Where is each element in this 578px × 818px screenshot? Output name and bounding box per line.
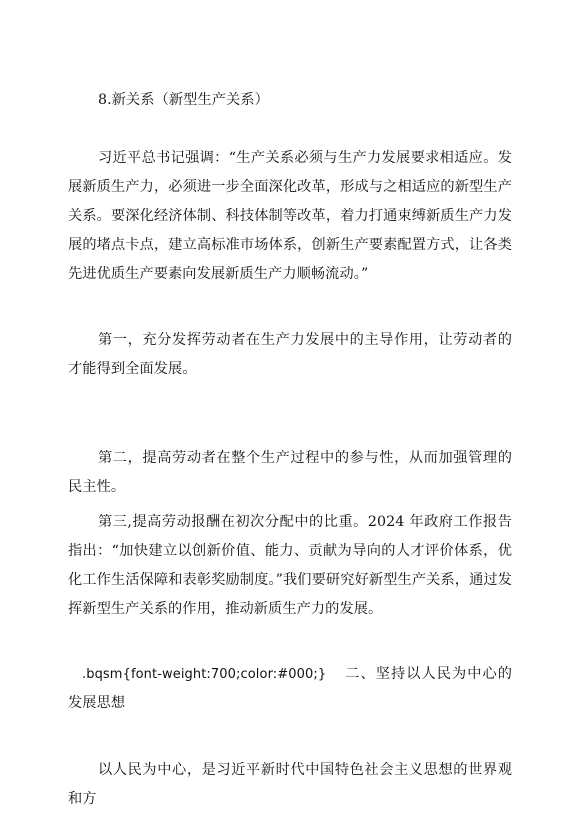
paragraph-second: 第二，提高劳动者在整个生产过程中的参与性，从而加强管理的民主性。: [68, 450, 512, 495]
css-leak-text: .bqsm{font-weight:700;color:#000;}: [82, 667, 327, 682]
section-title: 二、坚持以人民为中心的发展思想: [68, 666, 512, 711]
paragraph-first: 第一，充分发挥劳动者在生产力发展中的主导作用，让劳动者的才能得到全面发展。: [68, 332, 512, 377]
paragraph-people-centered: 以人民为中心，是习近平新时代中国特色社会主义思想的世界观和方: [68, 762, 512, 807]
section-heading: 8.新关系（新型生产关系）: [98, 92, 269, 108]
section-title-paragraph: [68, 660, 512, 718]
paragraph-third: 第三,提高劳动报酬在初次分配中的比重。2024 年政府工作报告指出：“加快建立以创新价值、能力、贡献为导向的人才评价体系，优化工作生活保障和表彰奖励制度。”我们要研究好新型生产关系，通过发挥新型生产关系的作用，推动新质生产力的发展。: [68, 514, 512, 617]
paragraph-quote: 习近平总书记强调：“生产关系必须与生产力发展要求相适应。发展新质生产力，必须进一步全面深化改革，形成与之相适应的新型生产关系。要深化经济体制、科技体制等改革，着力打通束缚新质生产力发展的堵点卡点，建立高标准市场体系，创新生产要素配置方式，让各类先进优质生产要素向发展新质生产力顺畅流动。”: [68, 150, 512, 282]
